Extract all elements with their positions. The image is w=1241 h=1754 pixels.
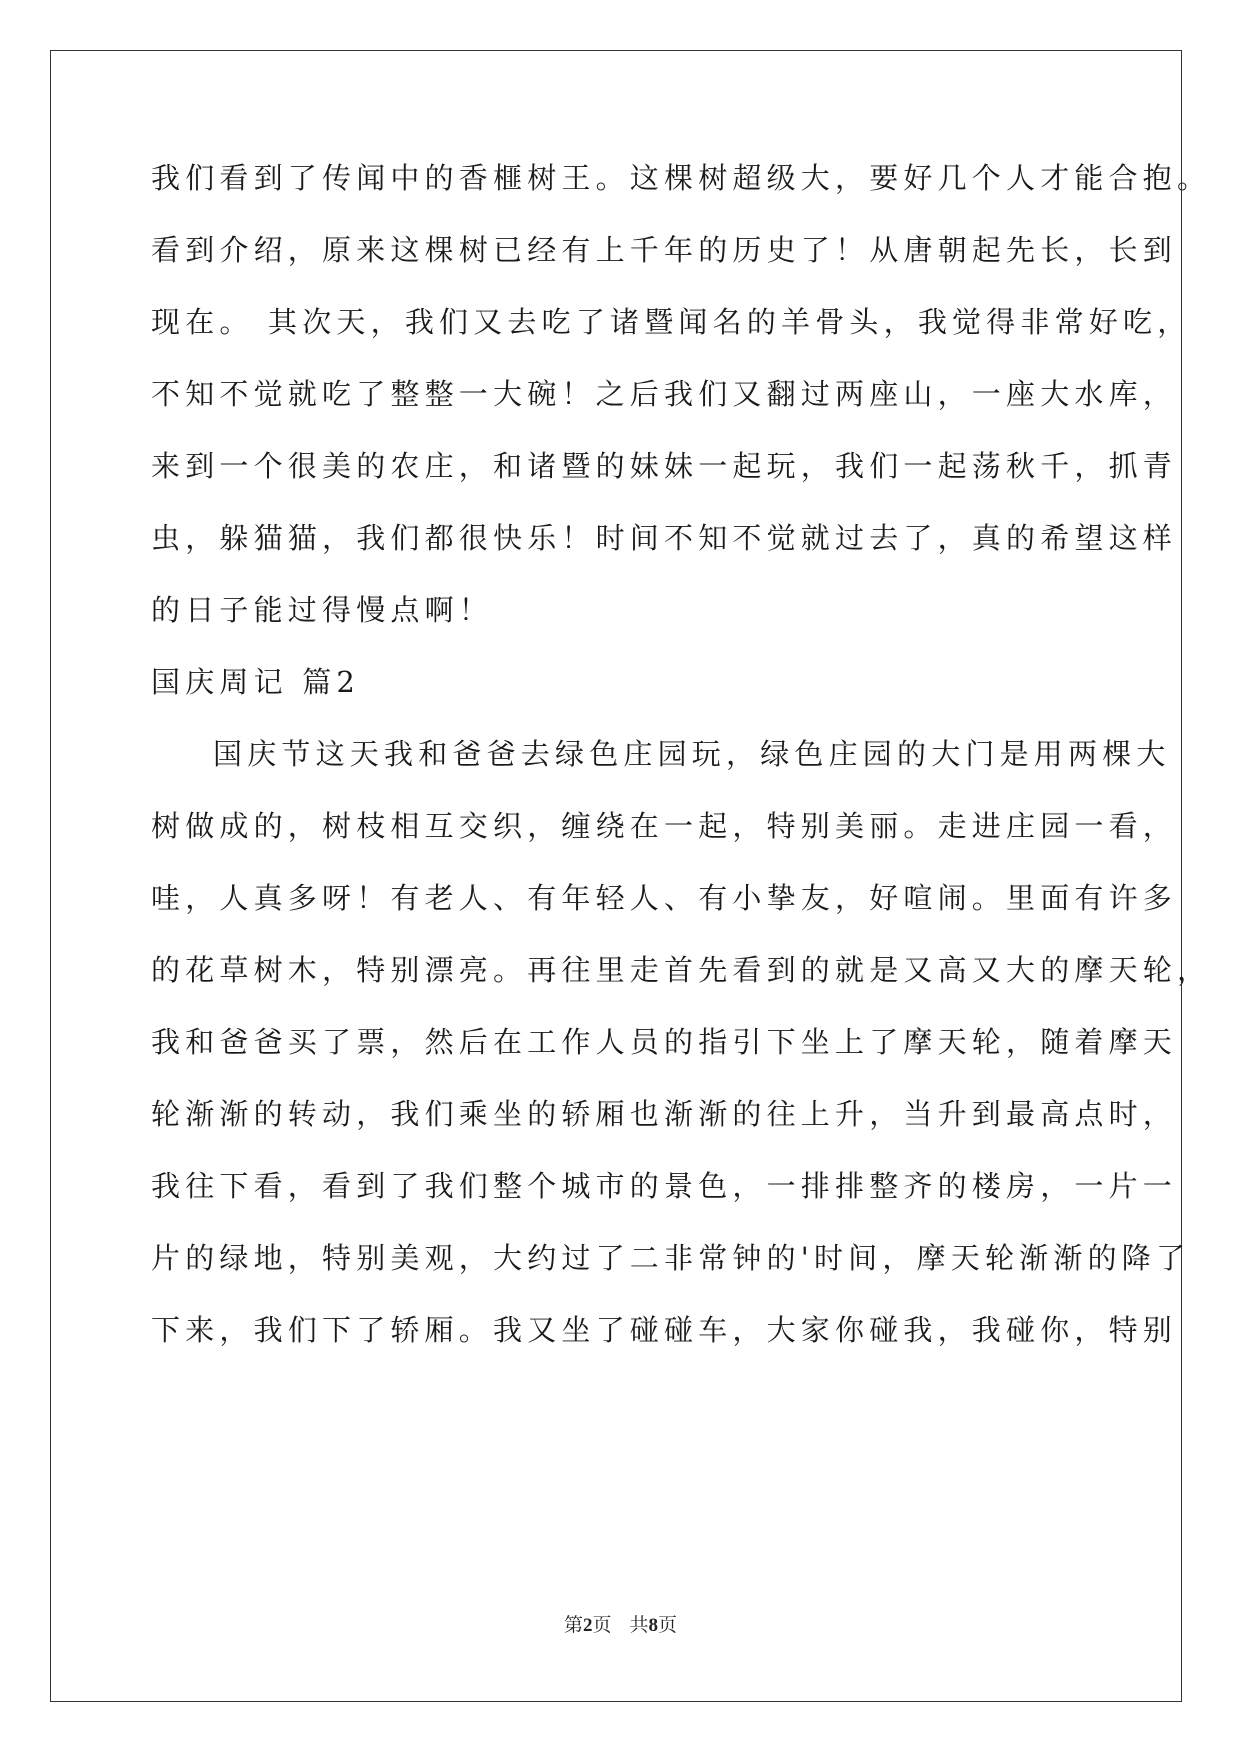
footer-current-page: 2 [582,1615,593,1636]
footer-total-suffix: 页 [658,1614,678,1636]
body-text-line: 我们看到了传闻中的香榧树王。这棵树超级大，要好几个人才能合抱。 [151,161,1212,195]
body-text-line: 哇，人真多呀！有老人、有年轻人、有小挚友，好喧闹。里面有许多 [151,881,1178,915]
body-text-line: 现在。 其次天，我们又去吃了诸暨闻名的羊骨头，我觉得非常好吃， [151,305,1192,339]
page-border [50,50,1182,1702]
footer-total-pages: 8 [648,1615,659,1636]
footer-total-prefix: 共 [629,1614,649,1636]
body-text-line: 来到一个很美的农庄，和诸暨的妹妹一起玩，我们一起荡秋千，抓青 [151,449,1178,483]
body-text-line: 下来，我们下了轿厢。我又坐了碰碰车，大家你碰我，我碰你，特别 [151,1313,1178,1347]
body-text-line: 虫，躲猫猫，我们都很快乐！时间不知不觉就过去了，真的希望这样 [151,521,1178,555]
footer-page-suffix: 页 [592,1614,612,1636]
body-text-line: 的日子能过得慢点啊！ [151,593,494,627]
body-text-line: 我往下看，看到了我们整个城市的景色，一排排整齐的楼房，一片一 [151,1169,1178,1203]
body-text-line: 看到介绍，原来这棵树已经有上千年的历史了！从唐朝起先长，长到 [151,233,1178,267]
body-text-line: 的花草树木，特别漂亮。再往里走首先看到的就是又高又大的摩天轮， [151,953,1212,987]
body-text-line: 不知不觉就吃了整整一大碗！之后我们又翻过两座山，一座大水库， [151,377,1178,411]
body-text-line: 轮渐渐的转动，我们乘坐的轿厢也渐渐的往上升，当升到最高点时， [151,1097,1178,1131]
page-footer [0,1612,1241,1639]
body-text-line: 我和爸爸买了票，然后在工作人员的指引下坐上了摩天轮，随着摩天 [151,1025,1178,1059]
body-text-line: 树做成的，树枝相互交织，缠绕在一起，特别美丽。走进庄园一看， [151,809,1178,843]
footer-page-prefix: 第 [563,1614,583,1636]
body-text-line: 片的绿地，特别美观，大约过了二非常钟的'时间，摩天轮渐渐的降了 [151,1241,1191,1275]
section-heading: 国庆周记 篇2 [151,665,361,699]
body-text-line: 国庆节这天我和爸爸去绿色庄园玩，绿色庄园的大门是用两棵大 [213,737,1171,771]
